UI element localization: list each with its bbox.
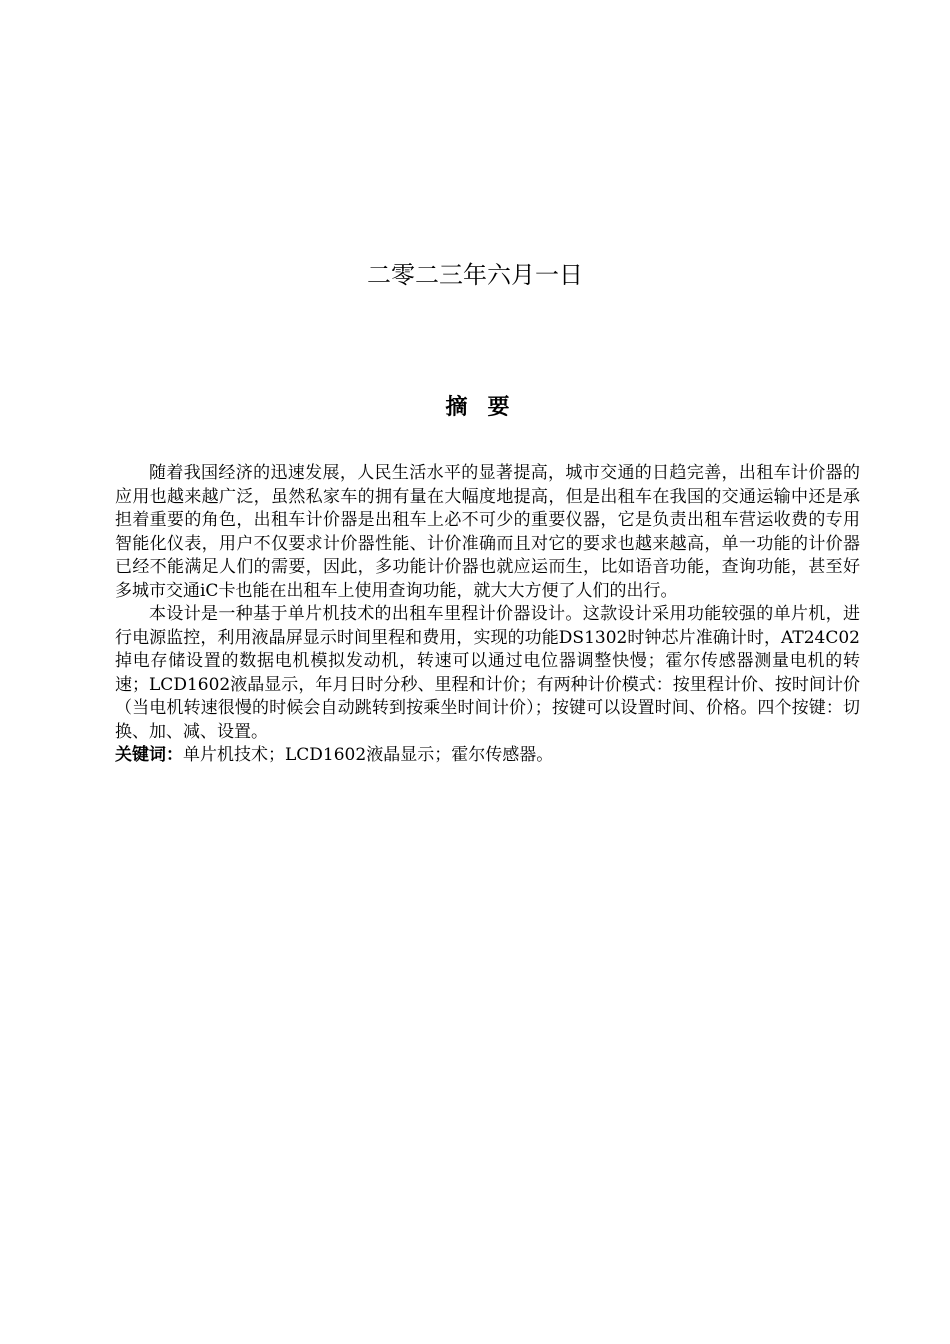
keywords-line [115,744,860,768]
keywords-label: 关键词： [115,745,183,765]
abstract-paragraph-1: 随着我国经济的迅速发展，人民生活水平的显著提高，城市交通的日趋完善，出租车计价器的应用也越来越广泛，虽然私家车的拥有量在大幅度地提高，但是出租车在我国的交通运输中还是承担着重要的角色，出租车计价器是出租车上必不可少的重要仪器，它是负责出租车营运收费的专用智能化仪表，用户不仅要求计价器性能、计价准确而且对它的要求也越来越高，单一功能的计价器已经不能满足人们的需要，因此，多功能计价器也就应运而生，比如语音功能，查询功能，甚至好多城市交通iC卡也能在出租车上使用查询功能，就大大方便了人们的出行。 [115,463,860,601]
document-date: 二零二三年六月一日 [367,261,583,289]
abstract-title: 摘要 [445,395,530,420]
abstract-body [115,462,860,768]
keywords-value: 单片机技术；LCD1602液晶显示；霍尔传感器。 [183,745,554,765]
abstract-paragraph-2: 本设计是一种基于单片机技术的出租车里程计价器设计。这款设计采用功能较强的单片机，进行电源监控，利用液晶屏显示时间里程和费用，实现的功能DS1302时钟芯片准确计时，AT24C02掉电存储设置的数据电机模拟发动机，转速可以通过电位器调整快慢；霍尔传感器测量电机的转速；LCD1602液晶显示，年月日时分秒、里程和计价；有两种计价模式：按里程计价、按时间计价（当电机转速很慢的时候会自动跳转到按乘坐时间计价）；按键可以设置时间、价格。四个按键：切换、加、减、设置。 [115,604,860,742]
